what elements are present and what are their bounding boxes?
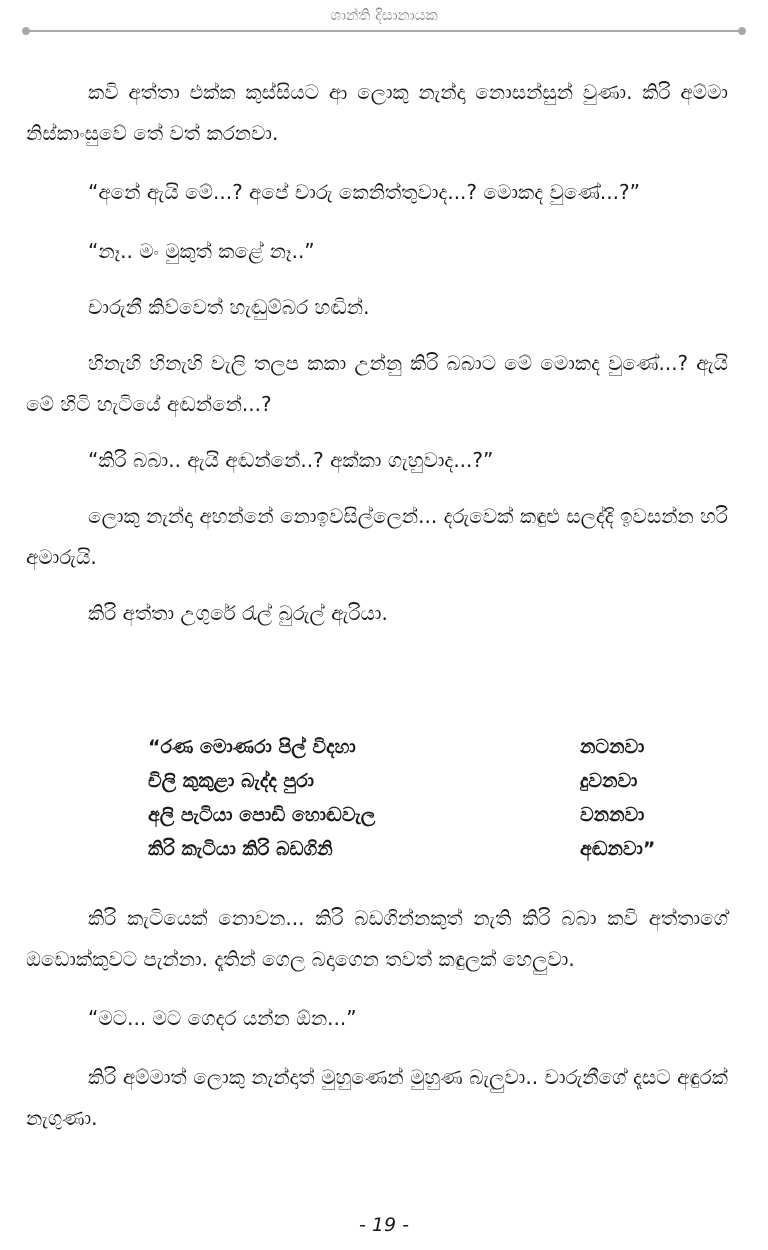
- body-text-top: [26, 72, 728, 634]
- poem-line-left: අලි පැටියා පොඩි හොඬවැල: [148, 804, 376, 826]
- poem-line: [148, 764, 688, 798]
- header-rule: [26, 30, 742, 32]
- poem-line: [148, 730, 688, 764]
- poem-line: [148, 798, 688, 832]
- paragraph: චාරුනී කිව්වෙත් හැඬුම්බර හඬින්.: [88, 295, 370, 319]
- poem-line-right: නටනවා: [580, 736, 645, 758]
- paragraph: කිරි කැටියෙක් නොවන... කිරි බඩගින්නකුත් නැති කිරි බබා කවි අත්තාගේ ඔඩොක්කුවට පැන්නා. දෑතින් ගෙල බදාගෙන තවත් කඳුලක් හෙලුවා.: [26, 906, 728, 971]
- paragraph: “අනේ ඇයි මේ...? අපේ චාරු කෙනිත්තුවාද...? මොකද වුණේ...?”: [88, 180, 640, 204]
- rule-dot-right: [738, 27, 746, 35]
- rule-dot-left: [22, 27, 30, 35]
- poem-block: [148, 730, 688, 866]
- paragraph: කිරි අත්තා උගුරේ රැල් බුරුල් ඇරියා.: [88, 601, 388, 625]
- paragraph: කවි අත්තා එක්ක කුස්සියට ආ ලොකු නැන්දා නොසන්සුන් වුණා. කිරි අම්මා නිස්කාංසුවේ තේ වත් කරනවා.: [26, 80, 728, 145]
- poem-line-right: අඬනවා”: [580, 838, 656, 860]
- poem-line-left: චිලි කුකුළා බැද්ද පුරා: [148, 770, 314, 792]
- paragraph: “නෑ.. මං මුකුත් කළේ නෑ..”: [88, 239, 315, 263]
- paragraph: “මට... මට ගෙදර යන්න ඕන...”: [88, 1006, 357, 1030]
- poem-line: [148, 832, 688, 866]
- page-header: [26, 0, 742, 40]
- header-title: ශාන්ති දිසානායක: [330, 6, 438, 24]
- poem-line-right: වනනවා: [580, 804, 645, 826]
- page-number: - 19 -: [359, 1214, 409, 1236]
- paragraph: “කිරි බබා.. ඇයි අඬන්නේ..? අක්කා ගැහුවාද...?”: [88, 448, 494, 472]
- paragraph: ලොකු නැන්දා අහන්නේ නොඉවසිල්ලෙන්... දරුවෙක් කඳුළු සලද්දි ඉවසන්න හරි අමාරුයි.: [26, 504, 728, 569]
- paragraph: හිනැහි හිනැහි වැලි තලප කකා උන්නු කිරි බබාට මේ මොකද වුණේ...? ඇයි මේ හිටි හැටියේ අඬන්නේ...?: [26, 351, 728, 416]
- poem-line-right: දුවනවා: [580, 770, 638, 792]
- body-text-bottom: [26, 898, 728, 1139]
- poem-line-left: කිරි කැටියා කිරි බඩගිනි: [148, 838, 333, 860]
- paragraph: කිරි අම්මාත් ලොකු නැන්දාත් මුහුණෙන් මුහුණ බැලුවා.. චාරුනීගේ දෑසට අඳුරක් නැගුණා.: [26, 1065, 728, 1130]
- poem-line-left: “රණ මොණරා පිල් විදහා: [148, 736, 356, 758]
